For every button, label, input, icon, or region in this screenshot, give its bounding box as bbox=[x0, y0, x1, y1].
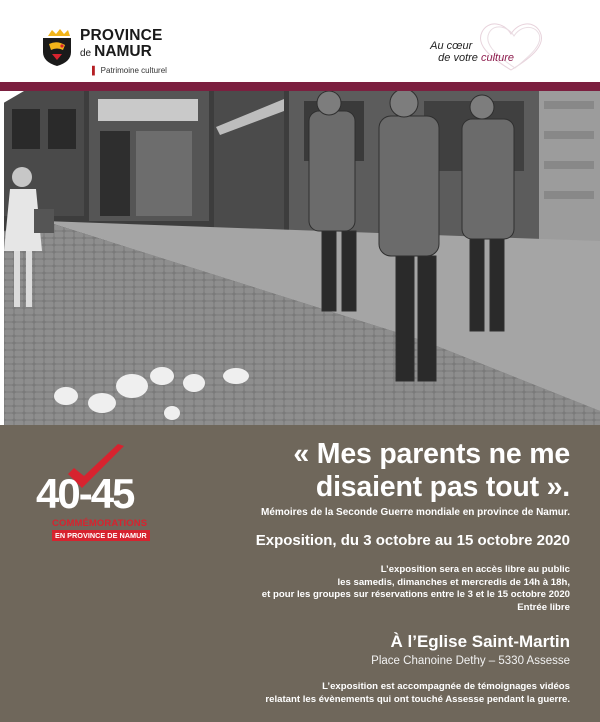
event-venue: À l’Eglise Saint-Martin bbox=[390, 632, 570, 651]
info-line2: les samedis, dimanches et mercredis de 14h à 18h, bbox=[337, 576, 570, 588]
event-access-info bbox=[170, 564, 570, 614]
province-shield-icon bbox=[40, 28, 74, 66]
tagline bbox=[430, 40, 514, 64]
logo-namur bbox=[80, 44, 167, 62]
logo-subtitle bbox=[92, 66, 167, 75]
event-details bbox=[170, 438, 570, 706]
historical-photo bbox=[4, 91, 600, 425]
tagline-culture: culture bbox=[480, 52, 514, 64]
event-address: Place Chanoine Dethy – 5330 Assesse bbox=[371, 655, 570, 667]
photo-corner-flag bbox=[0, 91, 24, 105]
tagline-line1: Au cœur bbox=[430, 40, 473, 52]
info-line1: L’exposition sera en accès libre au public bbox=[380, 564, 570, 575]
street-scene-illustration bbox=[4, 91, 600, 425]
info-line4: Entrée libre bbox=[517, 601, 570, 613]
province-logo bbox=[80, 28, 167, 75]
event-subtitle: Mémoires de la Seconde Guerre mondiale en province de Namur. bbox=[261, 507, 570, 518]
note-line1: L’exposition est accompagnée de témoignages vidéos bbox=[322, 681, 570, 692]
badge-commemorations: COMMÉMORATIONS bbox=[52, 518, 148, 529]
event-title-line1: « Mes parents ne me bbox=[293, 438, 570, 470]
brand-band bbox=[0, 82, 600, 91]
tagline-line2 bbox=[438, 52, 514, 64]
note-line2: relatant les évènements qui ont touché Assesse pendant la guerre. bbox=[265, 694, 570, 705]
event-title-line2: disaient pas tout ». bbox=[315, 471, 570, 503]
red-mark-icon: ▌ bbox=[92, 66, 98, 75]
logo-de: de bbox=[80, 48, 92, 59]
badge-province: EN PROVINCE DE NAMUR bbox=[52, 530, 150, 541]
tagline-de-votre: de votre bbox=[438, 52, 478, 64]
logo-namur-text: NAMUR bbox=[94, 43, 152, 60]
event-note bbox=[170, 680, 570, 706]
header bbox=[0, 0, 600, 82]
logo-province: PROVINCE bbox=[80, 27, 163, 44]
event-title bbox=[170, 438, 570, 504]
badge-number: 40-45 bbox=[36, 470, 134, 517]
logo-patrimoine: Patrimoine culturel bbox=[100, 66, 167, 75]
commemorations-badge bbox=[32, 440, 162, 555]
event-dates: Exposition, du 3 octobre au 15 octobre 2020 bbox=[255, 532, 570, 549]
info-line3: et pour les groupes sur réservations entre le 3 et le 15 octobre 2020 bbox=[261, 589, 570, 600]
